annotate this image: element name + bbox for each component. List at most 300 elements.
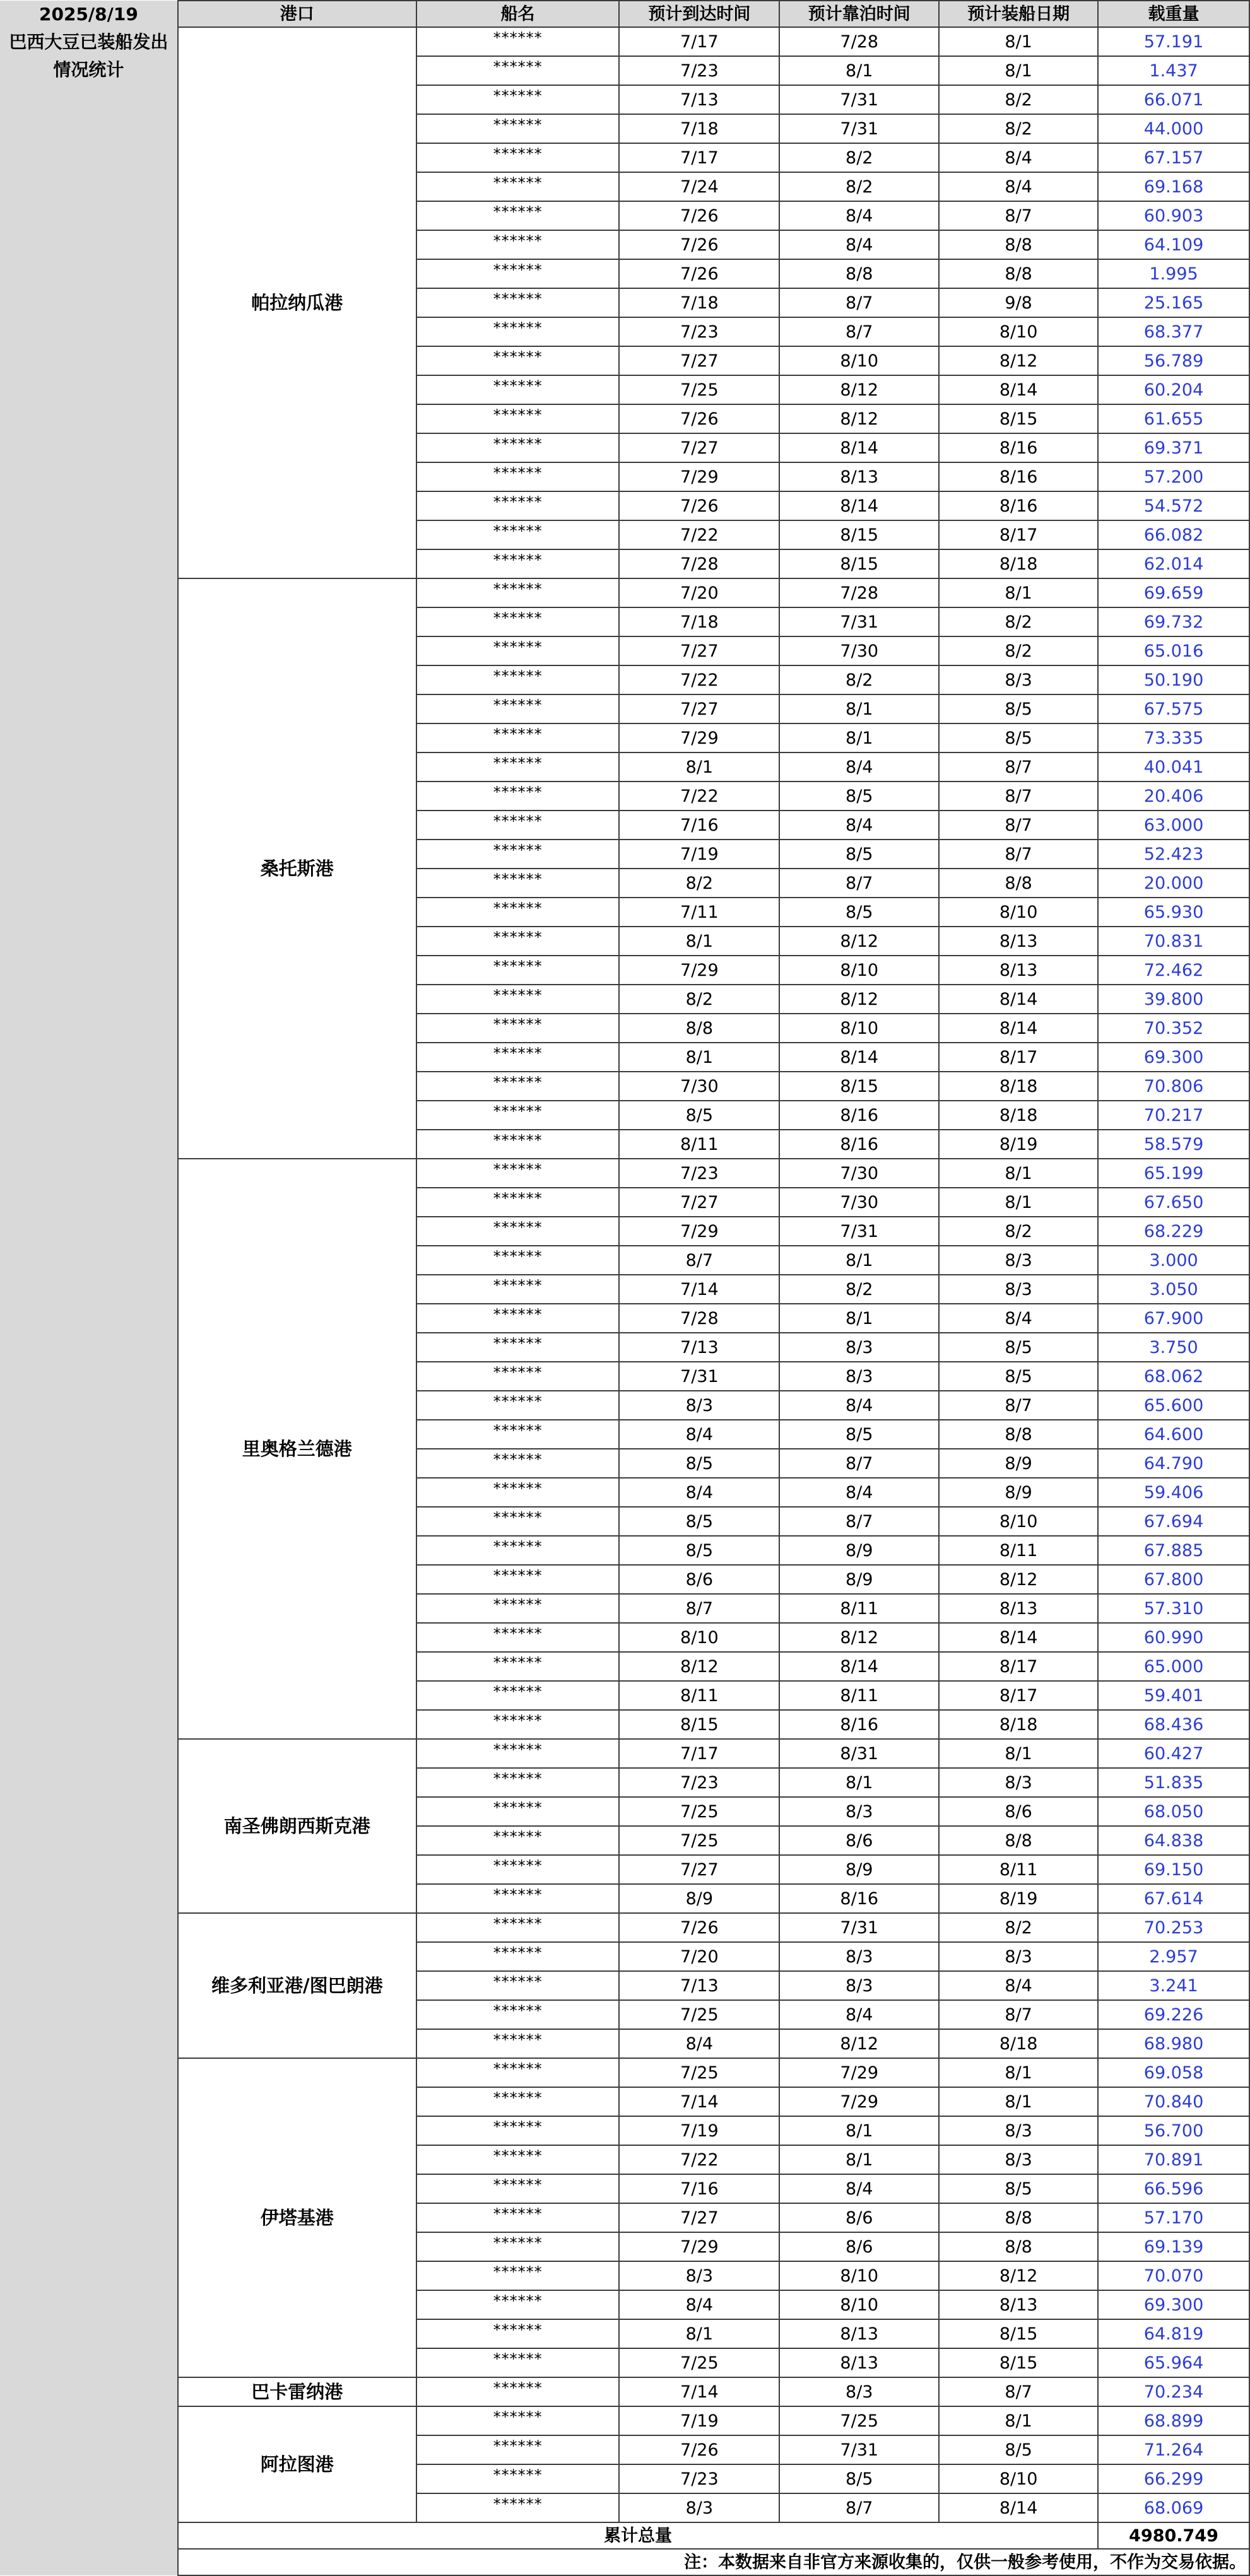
weight-cell: 20.406 <box>1098 782 1249 811</box>
weight-cell: 44.000 <box>1098 114 1249 143</box>
weight-cell: 1.995 <box>1098 259 1249 288</box>
ship-name-cell: ****** <box>416 1101 620 1130</box>
ship-name-cell: ****** <box>416 201 620 230</box>
weight-cell: 66.071 <box>1098 85 1249 114</box>
eta-cell: 8/11 <box>619 1681 779 1710</box>
weight-cell: 67.900 <box>1098 1304 1249 1333</box>
eta-cell: 8/3 <box>619 2261 779 2290</box>
berth-cell: 8/4 <box>779 2174 939 2203</box>
berth-cell: 8/1 <box>779 694 939 723</box>
loading-date-cell: 8/5 <box>939 2174 1098 2203</box>
weight-cell: 54.572 <box>1098 491 1249 520</box>
berth-cell: 8/5 <box>779 840 939 869</box>
berth-cell: 8/10 <box>779 956 939 985</box>
eta-cell: 7/19 <box>619 2406 779 2435</box>
header-ship: 船名 <box>416 1 620 27</box>
loading-date-cell: 8/2 <box>939 114 1098 143</box>
berth-cell: 8/15 <box>779 520 939 549</box>
berth-cell: 7/31 <box>779 85 939 114</box>
weight-cell: 61.655 <box>1098 404 1249 433</box>
eta-cell: 8/4 <box>619 1420 779 1449</box>
eta-cell: 7/27 <box>619 1855 779 1884</box>
eta-cell: 7/14 <box>619 1275 779 1304</box>
ship-name-cell: ****** <box>416 1188 620 1217</box>
report-title-cell <box>0 1 178 2575</box>
berth-cell: 7/31 <box>779 1913 939 1942</box>
ship-name-cell: ****** <box>416 404 620 433</box>
loading-date-cell: 8/8 <box>939 2203 1098 2232</box>
berth-cell: 8/10 <box>779 2261 939 2290</box>
ship-name-cell: ****** <box>416 1333 620 1362</box>
weight-cell: 67.575 <box>1098 694 1249 723</box>
weight-cell: 67.614 <box>1098 1884 1249 1913</box>
loading-date-cell: 8/9 <box>939 1449 1098 1478</box>
weight-cell: 39.800 <box>1098 985 1249 1014</box>
weight-cell: 63.000 <box>1098 811 1249 840</box>
eta-cell: 8/5 <box>619 1536 779 1565</box>
berth-cell: 8/9 <box>779 1565 939 1594</box>
berth-cell: 8/16 <box>779 1101 939 1130</box>
ship-name-cell: ****** <box>416 2203 620 2232</box>
weight-cell: 60.427 <box>1098 1739 1249 1768</box>
weight-cell: 73.335 <box>1098 723 1249 752</box>
weight-cell: 69.300 <box>1098 1043 1249 1072</box>
ship-name-cell: ****** <box>416 694 620 723</box>
header-port: 港口 <box>178 1 416 27</box>
berth-cell: 8/13 <box>779 2348 939 2377</box>
ship-name-cell: ****** <box>416 1014 620 1043</box>
table-row <box>0 2406 1249 2435</box>
loading-date-cell: 8/15 <box>939 404 1098 433</box>
total-row <box>0 2522 1249 2549</box>
loading-date-cell: 8/7 <box>939 2000 1098 2029</box>
berth-cell: 8/6 <box>779 2232 939 2261</box>
header-berth: 预计靠泊时间 <box>779 1 939 27</box>
berth-cell: 8/4 <box>779 1391 939 1420</box>
berth-cell: 7/30 <box>779 636 939 665</box>
berth-cell: 8/3 <box>779 1333 939 1362</box>
berth-cell: 8/11 <box>779 1594 939 1623</box>
weight-cell: 3.241 <box>1098 1971 1249 2000</box>
loading-date-cell: 8/18 <box>939 2029 1098 2058</box>
eta-cell: 7/26 <box>619 259 779 288</box>
loading-date-cell: 8/7 <box>939 201 1098 230</box>
eta-cell: 7/13 <box>619 85 779 114</box>
eta-cell: 8/1 <box>619 927 779 956</box>
berth-cell: 8/13 <box>779 462 939 491</box>
berth-cell: 8/4 <box>779 201 939 230</box>
eta-cell: 8/4 <box>619 1478 779 1507</box>
ship-name-cell: ****** <box>416 259 620 288</box>
loading-date-cell: 8/11 <box>939 1536 1098 1565</box>
eta-cell: 7/17 <box>619 1739 779 1768</box>
ship-name-cell: ****** <box>416 2087 620 2116</box>
weight-cell: 67.650 <box>1098 1188 1249 1217</box>
berth-cell: 8/2 <box>779 1275 939 1304</box>
ship-name-cell: ****** <box>416 1275 620 1304</box>
ship-name-cell: ****** <box>416 172 620 201</box>
eta-cell: 7/29 <box>619 956 779 985</box>
ship-name-cell: ****** <box>416 1797 620 1826</box>
ship-name-cell: ****** <box>416 1304 620 1333</box>
berth-cell: 8/2 <box>779 172 939 201</box>
berth-cell: 8/13 <box>779 2319 939 2348</box>
port-name-cell: 维多利亚港/图巴朗港 <box>178 1913 416 2058</box>
weight-cell: 65.930 <box>1098 898 1249 927</box>
weight-cell: 68.980 <box>1098 2029 1249 2058</box>
eta-cell: 7/19 <box>619 840 779 869</box>
berth-cell: 8/7 <box>779 317 939 346</box>
berth-cell: 8/1 <box>779 2145 939 2174</box>
loading-date-cell: 8/3 <box>939 2116 1098 2145</box>
eta-cell: 8/7 <box>619 1246 779 1275</box>
eta-cell: 8/8 <box>619 1014 779 1043</box>
eta-cell: 8/3 <box>619 2493 779 2522</box>
eta-cell: 7/17 <box>619 27 779 56</box>
weight-cell: 69.659 <box>1098 578 1249 607</box>
eta-cell: 8/5 <box>619 1449 779 1478</box>
loading-date-cell: 8/3 <box>939 1246 1098 1275</box>
berth-cell: 7/31 <box>779 114 939 143</box>
weight-cell: 56.700 <box>1098 2116 1249 2145</box>
ship-name-cell: ****** <box>416 1623 620 1652</box>
eta-cell: 7/29 <box>619 1217 779 1246</box>
weight-cell: 64.790 <box>1098 1449 1249 1478</box>
loading-date-cell: 8/17 <box>939 1043 1098 1072</box>
berth-cell: 8/8 <box>779 259 939 288</box>
weight-cell: 69.150 <box>1098 1855 1249 1884</box>
loading-date-cell: 9/8 <box>939 288 1098 317</box>
eta-cell: 7/25 <box>619 375 779 404</box>
eta-cell: 7/27 <box>619 2203 779 2232</box>
eta-cell: 7/25 <box>619 2348 779 2377</box>
ship-name-cell: ****** <box>416 1072 620 1101</box>
loading-date-cell: 8/12 <box>939 1565 1098 1594</box>
weight-cell: 68.229 <box>1098 1217 1249 1246</box>
weight-cell: 70.891 <box>1098 2145 1249 2174</box>
eta-cell: 7/29 <box>619 723 779 752</box>
berth-cell: 8/5 <box>779 2464 939 2493</box>
total-label: 累计总量 <box>178 2522 1098 2549</box>
ship-name-cell: ****** <box>416 317 620 346</box>
ship-name-cell: ****** <box>416 578 620 607</box>
ship-name-cell: ****** <box>416 1884 620 1913</box>
weight-cell: 2.957 <box>1098 1942 1249 1971</box>
loading-date-cell: 8/16 <box>939 491 1098 520</box>
ship-name-cell: ****** <box>416 143 620 172</box>
ship-name-cell: ****** <box>416 1768 620 1797</box>
weight-cell: 57.200 <box>1098 462 1249 491</box>
ship-name-cell: ****** <box>416 27 620 56</box>
loading-date-cell: 8/7 <box>939 782 1098 811</box>
weight-cell: 64.819 <box>1098 2319 1249 2348</box>
weight-cell: 59.401 <box>1098 1681 1249 1710</box>
ship-name-cell: ****** <box>416 723 620 752</box>
ship-name-cell: ****** <box>416 85 620 114</box>
eta-cell: 7/28 <box>619 549 779 578</box>
eta-cell: 7/30 <box>619 1072 779 1101</box>
ship-name-cell: ****** <box>416 840 620 869</box>
header-eta: 预计到达时间 <box>619 1 779 27</box>
weight-cell: 59.406 <box>1098 1478 1249 1507</box>
ship-name-cell: ****** <box>416 1478 620 1507</box>
berth-cell: 8/10 <box>779 2290 939 2319</box>
weight-cell: 57.191 <box>1098 27 1249 56</box>
loading-date-cell: 8/1 <box>939 1739 1098 1768</box>
weight-cell: 70.253 <box>1098 1913 1249 1942</box>
weight-cell: 64.600 <box>1098 1420 1249 1449</box>
header-row <box>0 1 1249 27</box>
berth-cell: 8/2 <box>779 665 939 694</box>
berth-cell: 8/1 <box>779 56 939 85</box>
berth-cell: 8/31 <box>779 1739 939 1768</box>
weight-cell: 57.170 <box>1098 2203 1249 2232</box>
ship-name-cell: ****** <box>416 636 620 665</box>
berth-cell: 8/12 <box>779 985 939 1014</box>
berth-cell: 8/12 <box>779 927 939 956</box>
weight-cell: 50.190 <box>1098 665 1249 694</box>
loading-date-cell: 8/3 <box>939 2145 1098 2174</box>
weight-cell: 68.436 <box>1098 1710 1249 1739</box>
port-name-cell: 帕拉纳瓜港 <box>178 27 416 578</box>
eta-cell: 7/16 <box>619 2174 779 2203</box>
eta-cell: 7/23 <box>619 2464 779 2493</box>
weight-cell: 69.168 <box>1098 172 1249 201</box>
ship-name-cell: ****** <box>416 782 620 811</box>
eta-cell: 7/23 <box>619 317 779 346</box>
berth-cell: 8/9 <box>779 1536 939 1565</box>
weight-cell: 67.694 <box>1098 1507 1249 1536</box>
berth-cell: 7/29 <box>779 2087 939 2116</box>
ship-name-cell: ****** <box>416 2464 620 2493</box>
eta-cell: 8/1 <box>619 2319 779 2348</box>
eta-cell: 7/27 <box>619 346 779 375</box>
eta-cell: 8/7 <box>619 1594 779 1623</box>
weight-cell: 52.423 <box>1098 840 1249 869</box>
eta-cell: 7/20 <box>619 1942 779 1971</box>
weight-cell: 66.596 <box>1098 2174 1249 2203</box>
ship-name-cell: ****** <box>416 898 620 927</box>
eta-cell: 7/18 <box>619 288 779 317</box>
ship-name-cell: ****** <box>416 2377 620 2406</box>
loading-date-cell: 8/8 <box>939 2232 1098 2261</box>
weight-cell: 69.732 <box>1098 607 1249 636</box>
loading-date-cell: 8/2 <box>939 85 1098 114</box>
eta-cell: 7/14 <box>619 2377 779 2406</box>
weight-cell: 60.204 <box>1098 375 1249 404</box>
weight-cell: 70.806 <box>1098 1072 1249 1101</box>
loading-date-cell: 8/7 <box>939 2377 1098 2406</box>
weight-cell: 68.377 <box>1098 317 1249 346</box>
ship-name-cell: ****** <box>416 288 620 317</box>
loading-date-cell: 8/8 <box>939 869 1098 898</box>
eta-cell: 7/25 <box>619 2058 779 2087</box>
loading-date-cell: 8/8 <box>939 259 1098 288</box>
berth-cell: 8/15 <box>779 549 939 578</box>
berth-cell: 8/12 <box>779 375 939 404</box>
berth-cell: 7/29 <box>779 2058 939 2087</box>
weight-cell: 40.041 <box>1098 752 1249 782</box>
berth-cell: 8/6 <box>779 1826 939 1855</box>
ship-name-cell: ****** <box>416 1942 620 1971</box>
ship-name-cell: ****** <box>416 1681 620 1710</box>
ship-name-cell: ****** <box>416 1217 620 1246</box>
ship-name-cell: ****** <box>416 114 620 143</box>
loading-date-cell: 8/19 <box>939 1884 1098 1913</box>
ship-name-cell: ****** <box>416 433 620 462</box>
ship-name-cell: ****** <box>416 665 620 694</box>
report-title: 巴西大豆已装船发出情况统计 <box>9 32 168 80</box>
weight-cell: 60.990 <box>1098 1623 1249 1652</box>
loading-date-cell: 8/8 <box>939 1420 1098 1449</box>
loading-date-cell: 8/18 <box>939 549 1098 578</box>
eta-cell: 7/27 <box>619 694 779 723</box>
loading-date-cell: 8/5 <box>939 694 1098 723</box>
eta-cell: 7/24 <box>619 172 779 201</box>
weight-cell: 65.000 <box>1098 1652 1249 1681</box>
ship-name-cell: ****** <box>416 811 620 840</box>
berth-cell: 8/6 <box>779 2203 939 2232</box>
berth-cell: 8/3 <box>779 1797 939 1826</box>
loading-date-cell: 8/1 <box>939 1159 1098 1188</box>
berth-cell: 8/3 <box>779 1942 939 1971</box>
berth-cell: 8/7 <box>779 288 939 317</box>
berth-cell: 7/30 <box>779 1159 939 1188</box>
eta-cell: 8/1 <box>619 1043 779 1072</box>
berth-cell: 8/5 <box>779 1420 939 1449</box>
berth-cell: 8/1 <box>779 2116 939 2145</box>
ship-name-cell: ****** <box>416 230 620 259</box>
loading-date-cell: 8/1 <box>939 2087 1098 2116</box>
table-row <box>0 1739 1249 1768</box>
ship-name-cell: ****** <box>416 2319 620 2348</box>
weight-cell: 3.750 <box>1098 1333 1249 1362</box>
berth-cell: 8/7 <box>779 1507 939 1536</box>
weight-cell: 68.050 <box>1098 1797 1249 1826</box>
weight-cell: 72.462 <box>1098 956 1249 985</box>
berth-cell: 8/10 <box>779 346 939 375</box>
ship-name-cell: ****** <box>416 1739 620 1768</box>
loading-date-cell: 8/7 <box>939 840 1098 869</box>
weight-cell: 68.062 <box>1098 1362 1249 1391</box>
ship-name-cell: ****** <box>416 1710 620 1739</box>
eta-cell: 8/9 <box>619 1884 779 1913</box>
ship-name-cell: ****** <box>416 1826 620 1855</box>
weight-cell: 70.234 <box>1098 2377 1249 2406</box>
eta-cell: 7/17 <box>619 143 779 172</box>
ship-name-cell: ****** <box>416 2145 620 2174</box>
weight-cell: 69.226 <box>1098 2000 1249 2029</box>
loading-date-cell: 8/10 <box>939 898 1098 927</box>
weight-cell: 64.838 <box>1098 1826 1249 1855</box>
loading-date-cell: 8/12 <box>939 346 1098 375</box>
loading-date-cell: 8/13 <box>939 2290 1098 2319</box>
ship-name-cell: ****** <box>416 1246 620 1275</box>
loading-date-cell: 8/13 <box>939 927 1098 956</box>
berth-cell: 8/12 <box>779 1623 939 1652</box>
weight-cell: 65.964 <box>1098 2348 1249 2377</box>
eta-cell: 8/12 <box>619 1652 779 1681</box>
loading-date-cell: 8/2 <box>939 1913 1098 1942</box>
ship-name-cell: ****** <box>416 1159 620 1188</box>
loading-date-cell: 8/13 <box>939 1594 1098 1623</box>
eta-cell: 7/29 <box>619 462 779 491</box>
ship-name-cell: ****** <box>416 869 620 898</box>
table-row <box>0 1159 1249 1188</box>
loading-date-cell: 8/14 <box>939 1014 1098 1043</box>
ship-name-cell: ****** <box>416 1420 620 1449</box>
loading-date-cell: 8/15 <box>939 2319 1098 2348</box>
weight-cell: 71.264 <box>1098 2435 1249 2464</box>
eta-cell: 7/18 <box>619 607 779 636</box>
weight-cell: 65.016 <box>1098 636 1249 665</box>
loading-date-cell: 8/5 <box>939 1362 1098 1391</box>
eta-cell: 8/15 <box>619 1710 779 1739</box>
loading-date-cell: 8/2 <box>939 607 1098 636</box>
eta-cell: 7/27 <box>619 433 779 462</box>
ship-name-cell: ****** <box>416 520 620 549</box>
table-row <box>0 1913 1249 1942</box>
weight-cell: 67.885 <box>1098 1536 1249 1565</box>
port-name-cell: 里奥格兰德港 <box>178 1159 416 1739</box>
berth-cell: 8/1 <box>779 1246 939 1275</box>
eta-cell: 7/26 <box>619 230 779 259</box>
ship-name-cell: ****** <box>416 1652 620 1681</box>
eta-cell: 8/5 <box>619 1507 779 1536</box>
ship-name-cell: ****** <box>416 2029 620 2058</box>
ship-name-cell: ****** <box>416 1913 620 1942</box>
weight-cell: 66.082 <box>1098 520 1249 549</box>
berth-cell: 7/30 <box>779 1188 939 1217</box>
loading-date-cell: 8/19 <box>939 1130 1098 1159</box>
ship-name-cell: ****** <box>416 1362 620 1391</box>
loading-date-cell: 8/18 <box>939 1101 1098 1130</box>
loading-date-cell: 8/8 <box>939 1826 1098 1855</box>
ship-name-cell: ****** <box>416 1449 620 1478</box>
eta-cell: 8/4 <box>619 2290 779 2319</box>
eta-cell: 8/10 <box>619 1623 779 1652</box>
berth-cell: 8/7 <box>779 1449 939 1478</box>
loading-date-cell: 8/3 <box>939 665 1098 694</box>
berth-cell: 8/7 <box>779 2493 939 2522</box>
header-weight: 载重量 <box>1098 1 1249 27</box>
weight-cell: 69.371 <box>1098 433 1249 462</box>
loading-date-cell: 8/2 <box>939 636 1098 665</box>
eta-cell: 7/22 <box>619 2145 779 2174</box>
eta-cell: 7/19 <box>619 2116 779 2145</box>
eta-cell: 7/23 <box>619 1159 779 1188</box>
berth-cell: 8/4 <box>779 230 939 259</box>
berth-cell: 8/4 <box>779 752 939 782</box>
weight-cell: 57.310 <box>1098 1594 1249 1623</box>
berth-cell: 8/2 <box>779 143 939 172</box>
weight-cell: 67.800 <box>1098 1565 1249 1594</box>
ship-name-cell: ****** <box>416 2116 620 2145</box>
berth-cell: 8/12 <box>779 2029 939 2058</box>
ship-name-cell: ****** <box>416 56 620 85</box>
weight-cell: 70.217 <box>1098 1101 1249 1130</box>
ship-name-cell: ****** <box>416 2000 620 2029</box>
loading-date-cell: 8/1 <box>939 2058 1098 2087</box>
weight-cell: 3.000 <box>1098 1246 1249 1275</box>
ship-name-cell: ****** <box>416 956 620 985</box>
weight-cell: 60.903 <box>1098 201 1249 230</box>
table-row <box>0 578 1249 607</box>
eta-cell: 7/27 <box>619 636 779 665</box>
berth-cell: 8/7 <box>779 869 939 898</box>
eta-cell: 7/23 <box>619 1768 779 1797</box>
loading-date-cell: 8/6 <box>939 1797 1098 1826</box>
